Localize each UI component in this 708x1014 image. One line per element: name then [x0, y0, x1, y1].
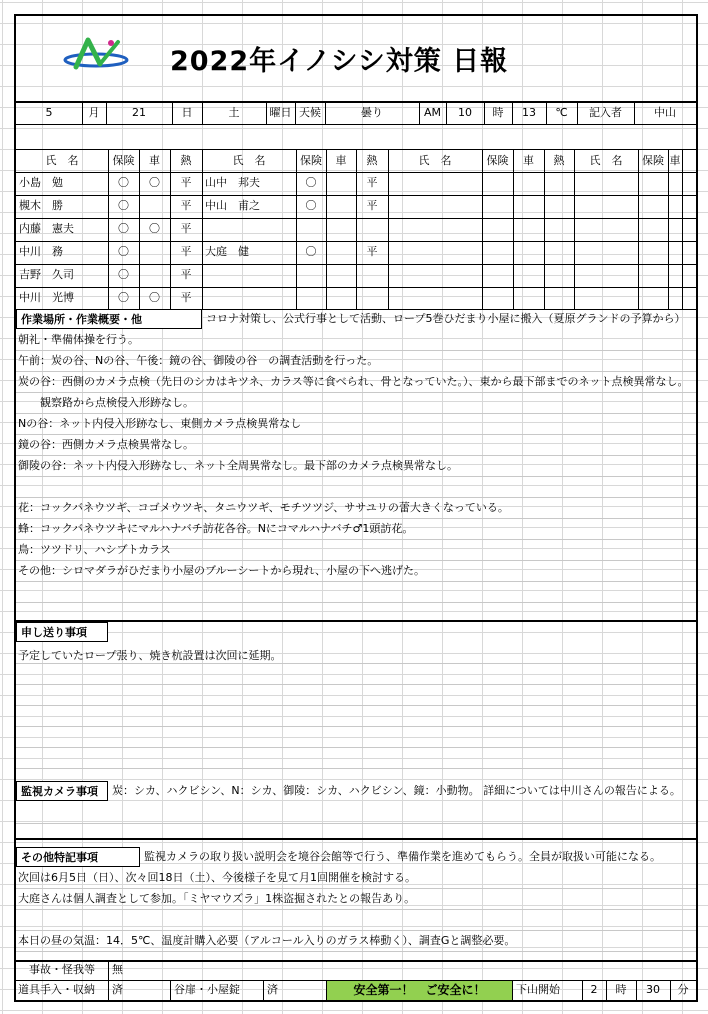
member-fever: 平	[180, 222, 192, 235]
members-col-car-header: 車	[335, 154, 347, 167]
work-line: 午前：炭の谷、Nの谷、午後：鏡の谷、御陵の谷 の調査活動を行った。	[18, 354, 379, 367]
member-insurance: 〇	[305, 199, 317, 212]
work-section-label: 作業場所・作業概要・他	[16, 309, 202, 329]
members-col-insurance-header: 保険	[642, 154, 664, 167]
accident-value: 無	[112, 963, 123, 976]
door-label: 谷扉・小屋錠	[174, 983, 240, 996]
work-line: 朝礼・準備体操を行う。	[18, 333, 139, 346]
members-col-fever-header: 熱	[553, 154, 565, 167]
member-insurance: 〇	[118, 176, 129, 189]
descent-label: 下山開始	[516, 983, 560, 996]
members-col-insurance-header: 保険	[112, 154, 135, 167]
work-line: 鳥：ツツドリ、ハシブトカラス	[18, 543, 171, 556]
members-col-fever-header: 熱	[180, 154, 192, 167]
handover-label: 申し送り事項	[16, 622, 108, 642]
members-col-car-header: 車	[669, 154, 681, 167]
member-car: 〇	[149, 222, 160, 235]
member-name: 大庭 健	[205, 245, 249, 258]
tools-value: 済	[112, 983, 123, 996]
safety-banner: 安全第一！ ご安全に！	[327, 981, 512, 1000]
weather-label: 天候	[299, 106, 321, 119]
work-line: Nの谷：ネット内侵入形跡なし、東側カメラ点検異常なし	[18, 417, 302, 430]
handover-text: 予定していたロープ張り、焼き杭設置は次回に延期。	[18, 649, 282, 662]
other-first-line: 監視カメラの取り扱い説明会を境谷会館等で行う、準備作業を進めてもらう。全員が取扱い可能になる。	[144, 850, 661, 863]
member-insurance: 〇	[118, 268, 129, 281]
work-line: その他：シロマダラがひだまり小屋のブルーシートから現れ、小屋の下へ逃げた。	[18, 564, 425, 577]
member-name: 槻木 勝	[19, 199, 63, 212]
hour-unit: 時	[492, 106, 504, 119]
recorder-label: 記入者	[589, 106, 622, 119]
member-name: 内藤 憲夫	[19, 222, 74, 235]
member-fever: 平	[180, 176, 192, 189]
report-sheet	[14, 14, 698, 1002]
work-first-line: コロナ対策し、公式行事として活動、ロープ5巻ひだまり小屋に搬入（夏原グランドの予算から）	[206, 312, 686, 325]
temp-value: 13	[522, 106, 536, 119]
member-name: 小島 勉	[19, 176, 63, 189]
member-fever: 平	[180, 245, 192, 258]
member-fever: 平	[180, 268, 192, 281]
day-value: 21	[132, 106, 146, 119]
member-insurance: 〇	[305, 176, 317, 189]
member-fever: 平	[366, 245, 378, 258]
other-note-line: 次回は6月5日（日）、次々回18日（土）、今後様子を見て月1回開催を検討する。	[18, 871, 416, 884]
descent-minute: 30	[646, 983, 660, 996]
weather-value: 曇り	[361, 106, 383, 119]
members-col-insurance-header: 保険	[300, 154, 322, 167]
work-line: 御陵の谷：ネット内侵入形跡なし、ネット全周異常なし。最下部のカメラ点検異常なし。	[18, 459, 458, 472]
members-col-insurance-header: 保険	[486, 154, 509, 167]
members-col-name-header: 氏 名	[45, 154, 79, 167]
member-car: 〇	[149, 176, 160, 189]
member-fever: 平	[180, 199, 192, 212]
month-value: 5	[45, 106, 53, 119]
member-name: 中山 甫之	[205, 199, 260, 212]
members-col-name-header: 氏 名	[418, 154, 452, 167]
member-fever: 平	[366, 176, 378, 189]
member-car: 〇	[149, 291, 160, 304]
members-col-car-header: 車	[149, 154, 160, 167]
hour-value: 10	[458, 106, 472, 119]
descent-hour: 2	[590, 983, 598, 996]
temp-unit: ℃	[555, 106, 568, 119]
member-name: 山中 邦夫	[205, 176, 260, 189]
tools-label: 道具手入・収納	[18, 983, 95, 996]
other-note-line: 大庭さんは個人調査として参加。「ミヤマウズラ」1株盗掘されたとの報告あり。	[18, 892, 416, 905]
day-unit: 日	[181, 106, 193, 119]
member-insurance: 〇	[118, 222, 129, 235]
members-col-car-header: 車	[523, 154, 534, 167]
month-unit: 月	[88, 106, 100, 119]
weekday-value: 土	[228, 106, 240, 119]
work-line: 観察路から点検侵入形跡なし。	[18, 396, 194, 409]
work-line: 鏡の谷：西側カメラ点検異常なし。	[18, 438, 194, 451]
work-line: 炭の谷：西側のカメラ点検（先日のシカはキツネ、カラス等に食べられ、骨となっていた。）、東から最下部までのネット点検異常なし。	[18, 375, 689, 388]
members-col-name-header: 氏 名	[232, 154, 266, 167]
recorder-value: 中山	[654, 106, 676, 119]
door-value: 済	[267, 983, 278, 996]
member-name: 吉野 久司	[19, 268, 74, 281]
member-insurance: 〇	[305, 245, 317, 258]
ampm-value: AM	[423, 106, 441, 119]
accident-label: 事故・怪我等	[29, 963, 95, 976]
minute-unit: 分	[677, 983, 689, 996]
member-name: 中川 務	[19, 245, 63, 258]
camera-text: 炭：シカ、ハクビシン、N：シカ、御陵：シカ、ハクビシン、鏡：小動物。 詳細については中川さんの報告による。	[112, 784, 681, 797]
page-title: 2022年イノシシ対策 日報	[170, 46, 509, 77]
hour-unit: 時	[615, 983, 627, 996]
member-insurance: 〇	[118, 199, 129, 212]
member-name: 中川 光博	[19, 291, 74, 304]
other-notes-label: その他特記事項	[16, 847, 140, 867]
members-col-name-header: 氏 名	[589, 154, 623, 167]
work-line: 蜂：コックバネウツキにマルハナバチ訪花各谷。Nにコマルハナバチ♂1頭訪花。	[18, 522, 414, 535]
work-line: 花：コックバネウツギ、コゴメウツキ、タニウツギ、モチツツジ、ササユリの蕾大きくなっている。	[18, 501, 509, 514]
camera-label: 監視カメラ事項	[16, 781, 108, 801]
weekday-label: 曜日	[269, 106, 292, 119]
member-insurance: 〇	[118, 291, 129, 304]
logo-icon	[60, 34, 132, 74]
member-insurance: 〇	[118, 245, 129, 258]
members-col-fever-header: 熱	[366, 154, 378, 167]
member-fever: 平	[180, 291, 192, 304]
other-note-line: 本日の昼の気温：14．5℃、温度計購入必要（アルコール入りのガラス棒動く）、調査Gと調整必要。	[18, 934, 516, 947]
member-fever: 平	[366, 199, 378, 212]
